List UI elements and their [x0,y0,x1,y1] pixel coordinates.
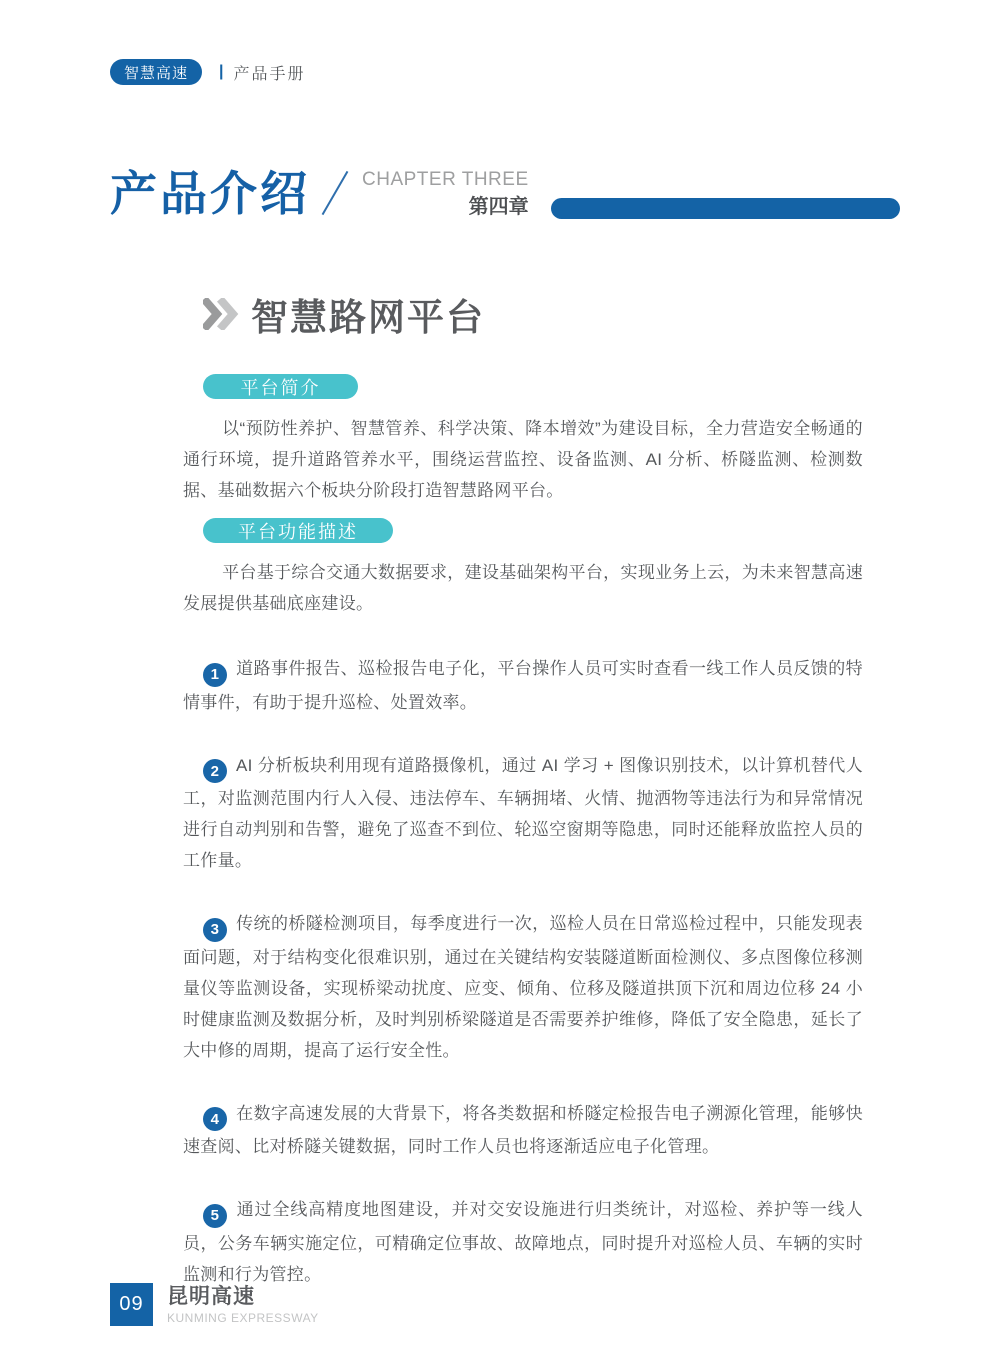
page-footer [110,1283,319,1326]
features-paragraph: 平台基于综合交通大数据要求，建设基础架构平台，实现业务上云，为未来智慧高速发展提供基础底座建设。 [183,563,863,613]
item-number-badge: 5 [203,1204,227,1228]
list-item [183,1098,863,1163]
item-text: 道路事件报告、巡检报告电子化，平台操作人员可实时查看一线工作人员反馈的特情事件，有助于提升巡检、处置效率。 [183,659,863,712]
list-item [183,1194,863,1290]
item-number-badge: 4 [203,1107,227,1131]
item-text: 传统的桥隧检测项目，每季度进行一次，巡检人员在日常巡检过程中，只能发现表面问题，对于结构变化很难识别，通过在关键结构安装隧道断面检测仪、多点图像位移测量仪等监测设备，实现桥梁动扰度、应变、倾角、位移及隧道拱顶下沉和周边位移 24 小时健康监测及数据分析，及时判别桥梁隧道是否需要养护维修，降低了安全隐患，延长了大中修的周期，提高了运行安全性。 [183,914,863,1060]
intro-pill: 平台简介 [203,374,358,399]
section-title [203,287,863,341]
chapter-title: 产品介绍 [110,167,310,221]
chapter-number-cn: 第四章 [468,196,529,218]
brand-block [167,1284,319,1325]
list-item [183,908,863,1066]
item-number-badge: 1 [203,663,227,687]
list-item [183,653,863,718]
features-pill: 平台功能描述 [203,518,393,543]
double-chevron-right-icon [203,298,239,330]
item-text: 在数字高速发展的大背景下，将各类数据和桥隧定检报告电子溯源化管理，能够快速查阅、比对桥隧关键数据，同时工作人员也将逐渐适应电子化管理。 [183,1103,863,1156]
section-title-label: 智慧路网平台 [251,297,485,338]
header-divider: | [219,63,224,80]
item-text: AI 分析板块利用现有道路摄像机，通过 AI 学习 + 图像识别技术，以计算机替代人工，对监测范围内行人入侵、违法停车、车辆拥堵、火情、抛洒物等违法行为和异常情况进行自动判别和告警，避免了巡查不到位、轮巡空窗期等隐患，同时还能释放监控人员的工作量。 [183,755,863,870]
item-text: 通过全线高精度地图建设，并对交安设施进行归类统计，对巡检、养护等一线人员，公务车辆实施定位，可精确定位事故、故障地点，同时提升对巡检人员、车辆的实时监测和行为管控。 [183,1200,863,1284]
slash-divider [322,171,349,215]
feature-list [183,653,863,1290]
item-number-badge: 2 [203,759,227,783]
chapter-accent-bar [551,198,900,219]
chapter-header [110,168,900,220]
brand-name-en: KUNMING EXPRESSWAY [167,1311,319,1326]
item-number-badge: 3 [203,918,227,942]
manual-title: 产品手册 [233,65,306,83]
chapter-number-en: CHAPTER THREE [362,169,529,191]
list-item [183,750,863,877]
chapter-meta [362,169,529,220]
content-area [183,287,863,1290]
brand-name-cn: 昆明高速 [167,1284,255,1308]
smart-highway-badge: 智慧高速 [110,59,202,85]
page-number: 09 [110,1283,153,1326]
doc-header [110,59,306,85]
intro-paragraph: 以“预防性养护、智慧管养、科学决策、降本增效”为建设目标，全力营造安全畅通的通行环境，提升道路管养水平，围绕运营监控、设备监测、AI 分析、桥隧监测、检测数据、基础数据六个板块分阶段打造智慧路网平台。 [183,419,863,500]
